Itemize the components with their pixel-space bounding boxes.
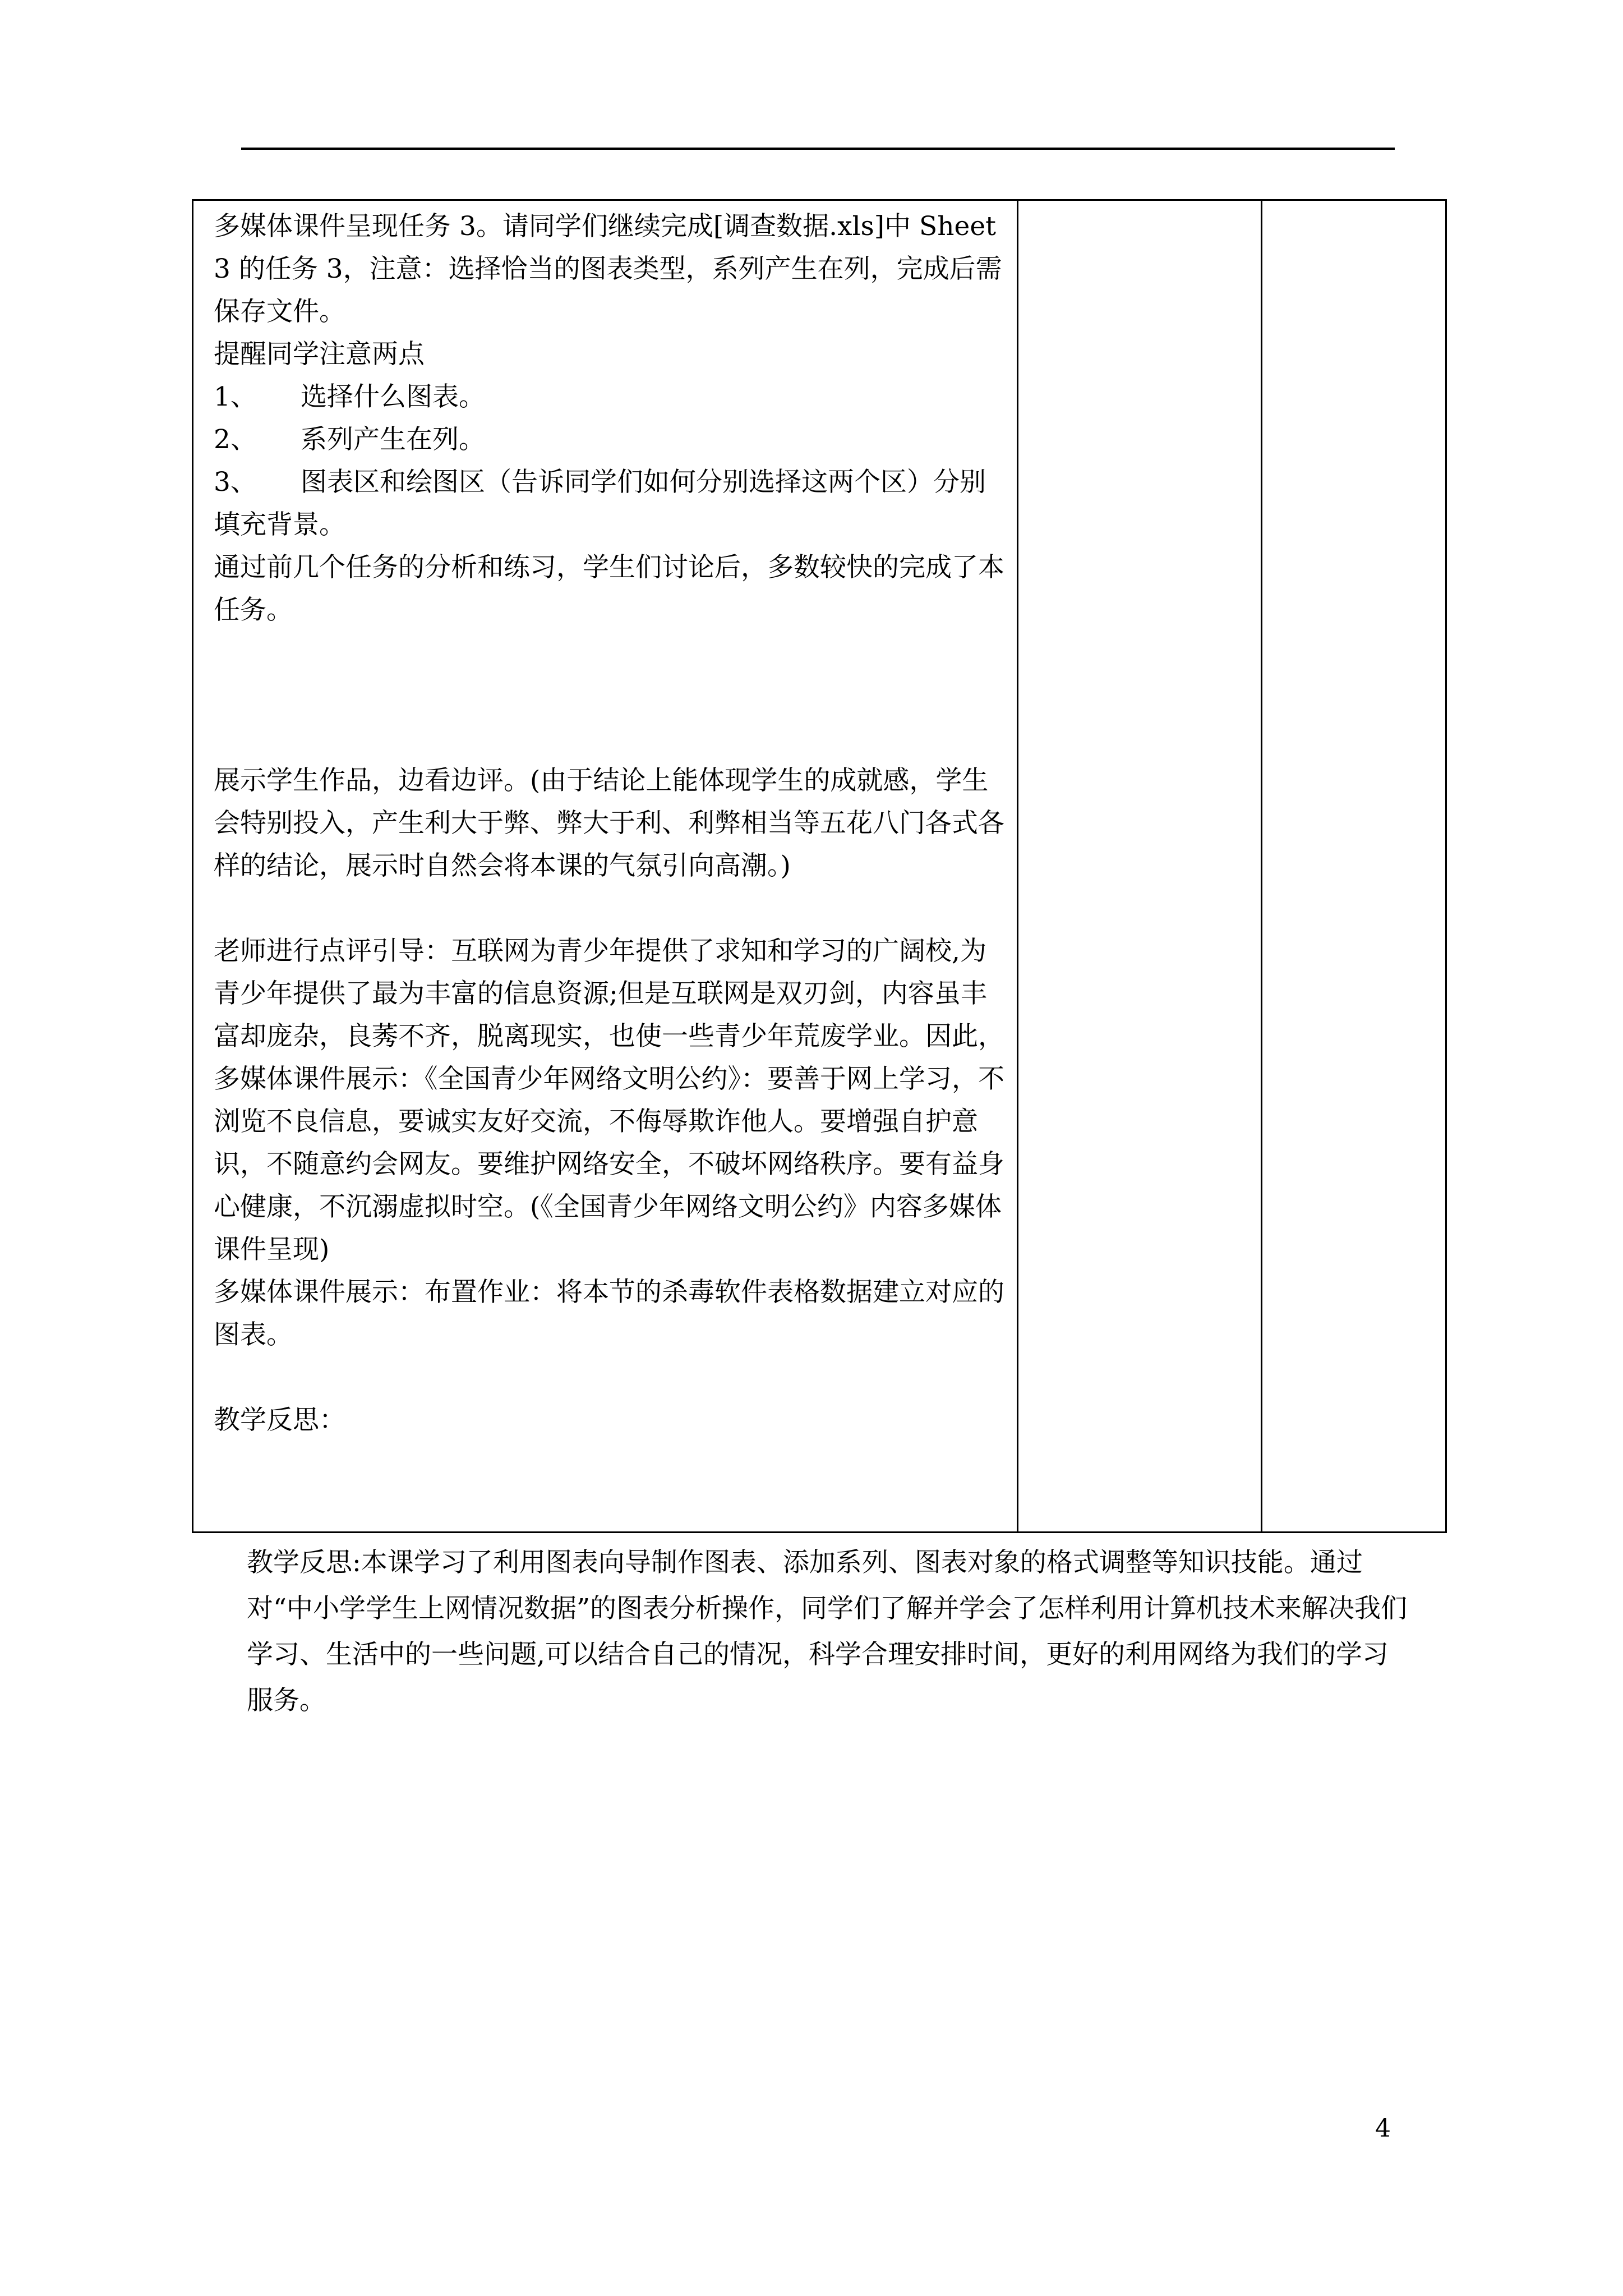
reminder-text: 图表区和绘图区（告诉同学们如何分别选择这两个区）分别填充背景。	[214, 467, 986, 540]
teaching-process-cell	[214, 205, 1010, 1442]
reminder-text: 系列产生在列。	[301, 424, 485, 455]
teacher-comment-paragraph: 老师进行点评引导：互联网为青少年提供了求知和学习的广阔校,为青少年提供了最为丰富的信息资源;但是互联网是双刃剑，内容虽丰富却庞杂，良莠不齐，脱离现实，也使一些青少年荒废学业。因此，	[214, 936, 1004, 1052]
header-rule	[241, 148, 1395, 150]
spacer	[214, 1356, 1010, 1399]
discussion-paragraph: 通过前几个任务的分析和练习，学生们讨论后，多数较快的完成了本任务。	[214, 552, 1004, 625]
teaching-reflection-paragraph: 教学反思:本课学习了利用图表向导制作图表、添加系列、图表对象的格式调整等知识技能。通过对“中小学学生上网情况数据”的图表分析操作，同学们了解并学会了怎样利用计算机技术来解决我们学习、生活中的一些问题,可以结合自己的情况，科学合理安排时间，更好的利用网络为我们的学习服务。	[247, 1547, 1408, 1716]
showcase-paragraph: 展示学生作品，边看边评。(由于结论上能体现学生的成就感，学生会特别投入，产生利大于弊、弊大于利、利弊相当等五花八门各式各样的结论，展示时自然会将本课的气氛引向高潮。)	[214, 765, 1004, 881]
lesson-table	[192, 199, 1447, 1533]
reminder-item	[214, 418, 1010, 461]
design-intent-cell	[1262, 201, 1447, 1531]
homework-paragraph: 多媒体课件展示：布置作业：将本节的杀毒软件表格数据建立对应的图表。	[214, 1277, 1004, 1350]
reminder-number: 3、	[214, 467, 257, 498]
spacer	[214, 632, 1010, 760]
reminder-text: 选择什么图表。	[301, 381, 485, 412]
reminder-item	[214, 461, 1010, 546]
spacer	[214, 887, 1010, 930]
reminder-item	[214, 376, 1010, 418]
convention-paragraph: 多媒体课件展示：《全国青少年网络文明公约》：要善于网上学习，不浏览不良信息，要诚实友好交流，不侮辱欺诈他人。要增强自护意识，不随意约会网友。要维护网络安全，不破坏网络秩序。要有益身心健康，不沉溺虚拟时空。(《全国青少年网络文明公约》内容多媒体课件呈现)	[214, 1064, 1004, 1265]
reminder-heading: 提醒同学注意两点	[214, 339, 425, 370]
task3-paragraph: 多媒体课件呈现任务 3。请同学们继续完成[调查数据.xls]中 Sheet3 的任务 3，注意：选择恰当的图表类型，系列产生在列，完成后需保存文件。	[214, 211, 1002, 327]
reminder-number: 2、	[214, 424, 257, 455]
page-number: 4	[1375, 2114, 1391, 2143]
student-activity-cell	[1018, 201, 1261, 1531]
reminder-number: 1、	[214, 381, 257, 412]
reflection-label: 教学反思：	[214, 1405, 345, 1435]
